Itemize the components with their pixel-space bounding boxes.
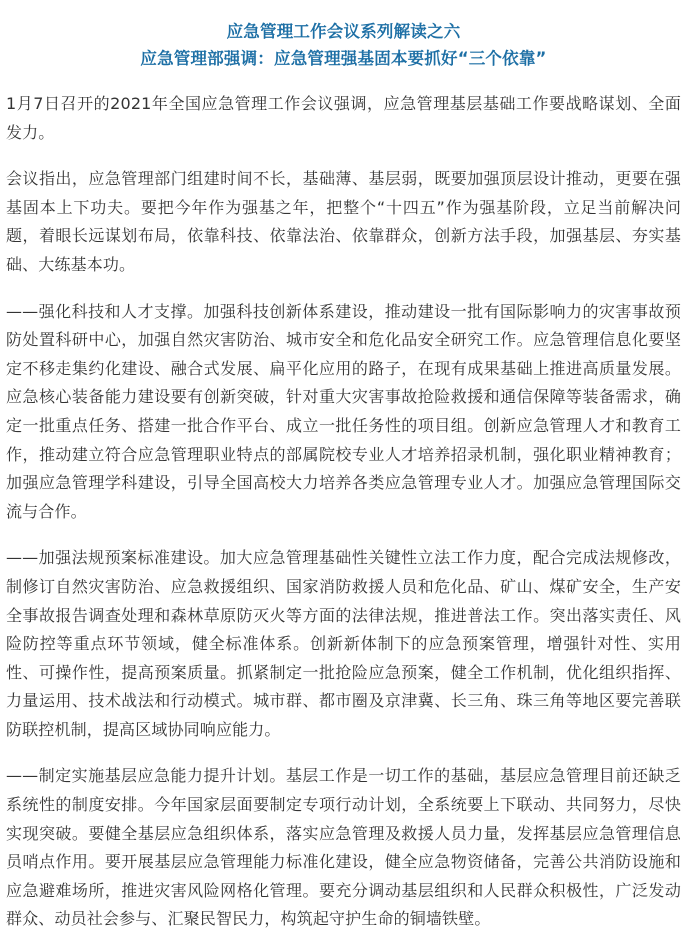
article-subtitle: 应急管理部强调：应急管理强基固本要抓好“三个依靠” <box>140 49 547 68</box>
paragraph-laws-plans: ——加强法规预案标准建设。加大应急管理基础性关键性立法工作力度，配合完成法规修改，制修订自然灾害防治、应急救援组织、国家消防救援人员和危化品、矿山、煤矿安全，生产安全事故报告调查处理和森林草原防灭火等方面的法律法规，推进普法工作。突出落实责任、风险防控等重点环节领域，健全标准体系。创新新体制下的应急预案管理，增强针对性、实用性、可操作性，提高预案质量。抓紧制定一批抢险应急预案，健全工作机制，优化组织指挥、力量运用、技术战法和行动模式。城市群、都市圈及京津冀、长三角、珠三角等地区要完善联防联控机制，提高区域协同响应能力。 <box>6 548 681 739</box>
paragraph-intro: 1月7日召开的2021年全国应急管理工作会议强调，应急管理基层基础工作要战略谋划、全面发力。 <box>6 94 681 142</box>
article-title: 应急管理工作会议系列解读之六 <box>226 22 461 41</box>
paragraph-meeting-points: 会议指出，应急管理部门组建时间不长，基础薄、基层弱，既要加强顶层设计推动，更要在强基固本上下功夫。要把今年作为强基之年，把整个“十四五”作为强基阶段，立足当前解决问题，着眼长远谋划布局，依靠科技、依靠法治、依靠群众，创新方法手段，加强基层、夯实基础、大练基本功。 <box>6 169 681 274</box>
paragraph-grassroots-plan: ——制定实施基层应急能力提升计划。基层工作是一切工作的基础，基层应急管理目前还缺乏系统性的制度安排。今年国家层面要制定专项行动计划，全系统要上下联动、共同努力，尽快实现突破。要健全基层应急组织体系，落实应急管理及救援人员力量，发挥基层应急管理信息员哨点作用。要开展基层应急管理能力标准化建设，健全应急物资储备，完善公共消防设施和应急避难场所，推进灾害风险网格化管理。要充分调动基层组织和人民群众积极性，广泛发动群众、动员社会参与、汇聚民智民力，构筑起守护生命的铜墙铁壁。 <box>6 766 681 929</box>
paragraph-science-talent: ——强化科技和人才支撑。加强科技创新体系建设，推动建设一批有国际影响力的灾害事故预防处置科研中心，加强自然灾害防治、城市安全和危化品安全研究工作。应急管理信息化要坚定不移走集约化建设、融合式发展、扁平化应用的路子，在现有成果基础上推进高质量发展。应急核心装备能力建设要有创新突破，针对重大灾害事故抢险救援和通信保障等装备需求，确定一批重点任务、搭建一批合作平台、成立一批任务性的项目组。创新应急管理人才和教育工作，推动建立符合应急管理职业特点的部属院校专业人才培养招录机制，强化职业精神教育；加强应急管理学科建设，引导全国高校大力培养各类应急管理专业人才。加强应急管理国际交流与合作。 <box>6 301 681 521</box>
